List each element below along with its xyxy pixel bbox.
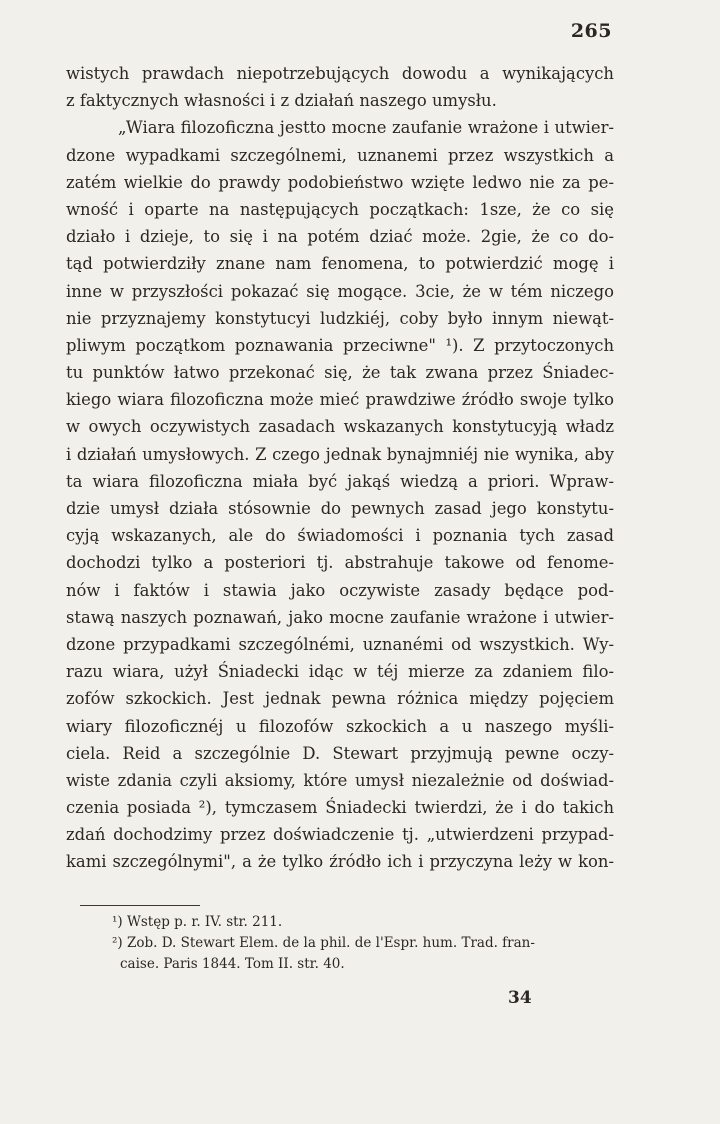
text-line: działo i dzieje, to się i na potém dziać może. 2gie, że co do-: [66, 227, 614, 247]
text-line: stawą naszych poznawań, jako mocne zaufanie wrażone i utwier-: [66, 607, 614, 627]
text-line: kami szczególnymi", a że tylko źródło ich i przyczyna leży w kon-: [66, 852, 614, 872]
text-line: w owych oczywistych zasadach wskazanych konstytucyją władz: [66, 417, 614, 437]
footnotes: [112, 912, 612, 975]
text-line: razu wiara, użył Śniadecki idąc w téj mierze za zdaniem filo-: [66, 662, 614, 682]
text-line: dzone przypadkami szczególnémi, uznanémi od wszystkich. Wy-: [66, 634, 614, 654]
text-line: wistych prawdach niepotrzebujących dowodu a wynikających: [66, 64, 614, 83]
text-line: dzie umysł działa stósownie do pewnych zasad jego konstytu-: [66, 499, 614, 518]
text-line: ta wiara filozoficzna miała być jakąś wiedzą a priori. Wpraw-: [66, 471, 614, 491]
footnote-line: caise. Paris 1844. Tom II. str. 40.: [120, 956, 345, 972]
text-line: dochodzi tylko a posteriori tj. abstrahuje takowe od fenome-: [66, 553, 614, 573]
text-line: czenia posiada ²), tymczasem Śniadecki twierdzi, że i do takich: [66, 798, 614, 818]
text-line: wiary filozoficznéj u filozofów szkockich a u naszego myśli-: [66, 716, 614, 736]
text-line: i działań umysłowych. Z czego jednak bynajmniéj nie wynika, aby: [66, 444, 614, 464]
printer-signature: 34: [508, 988, 532, 1008]
text-line: tąd potwierdziły znane nam fenomena, to potwierdzić mogę i: [66, 254, 614, 274]
text-line: z faktycznych własności i z działań naszego umysłu.: [66, 91, 497, 111]
text-line: dzone wypadkami szczególnemi, uznanemi przez wszystkich a: [66, 145, 614, 165]
text-line: cyją wskazanych, ale do świadomości i poznania tych zasad: [66, 526, 614, 546]
body-text: [66, 60, 614, 876]
text-line: wność i oparte na następujących początkach: 1sze, że co się: [66, 199, 614, 219]
text-line: kiego wiara filozoficzna może mieć prawdziwe źródło swoje tylko: [66, 390, 614, 410]
text-line: zatém wielkie do prawdy podobieństwo wzięte ledwo nie za pe-: [66, 172, 614, 192]
text-line: „Wiara filozoficzna jestto mocne zaufanie wrażone i utwier-: [118, 118, 614, 138]
footnote-divider: [80, 905, 200, 906]
text-line: nie przyznajemy konstytucyi ludzkiéj, coby było innym niewąt-: [66, 308, 614, 328]
text-line: ciela. Reid a szczególnie D. Stewart przyjmują pewne oczy-: [66, 743, 614, 763]
text-line: nów i faktów i stawia jako oczywiste zasady będące pod-: [66, 580, 614, 600]
text-line: zofów szkockich. Jest jednak pewna różnica między pojęciem: [66, 689, 614, 709]
text-line: zdań dochodzimy przez doświadczenie tj. „utwierdzeni przypad-: [66, 825, 614, 845]
text-line: wiste zdania czyli aksiomy, które umysł niezależnie od doświad-: [66, 770, 614, 790]
footnote-line: ¹) Wstęp p. r. IV. str. 211.: [112, 914, 283, 930]
text-line: inne w przyszłości pokazać się mogące. 3cie, że w tém niczego: [66, 281, 614, 301]
footnote-line: ²) Zob. D. Stewart Elem. de la phil. de l'Espr. hum. Trad. fran-: [112, 935, 535, 951]
page-number: 265: [570, 20, 612, 42]
text-line: pliwym początkom poznawania przeciwne" ¹). Z przytoczonych: [66, 335, 614, 355]
text-line: tu punktów łatwo przekonać się, że tak zwana przez Śniadec-: [66, 363, 614, 383]
